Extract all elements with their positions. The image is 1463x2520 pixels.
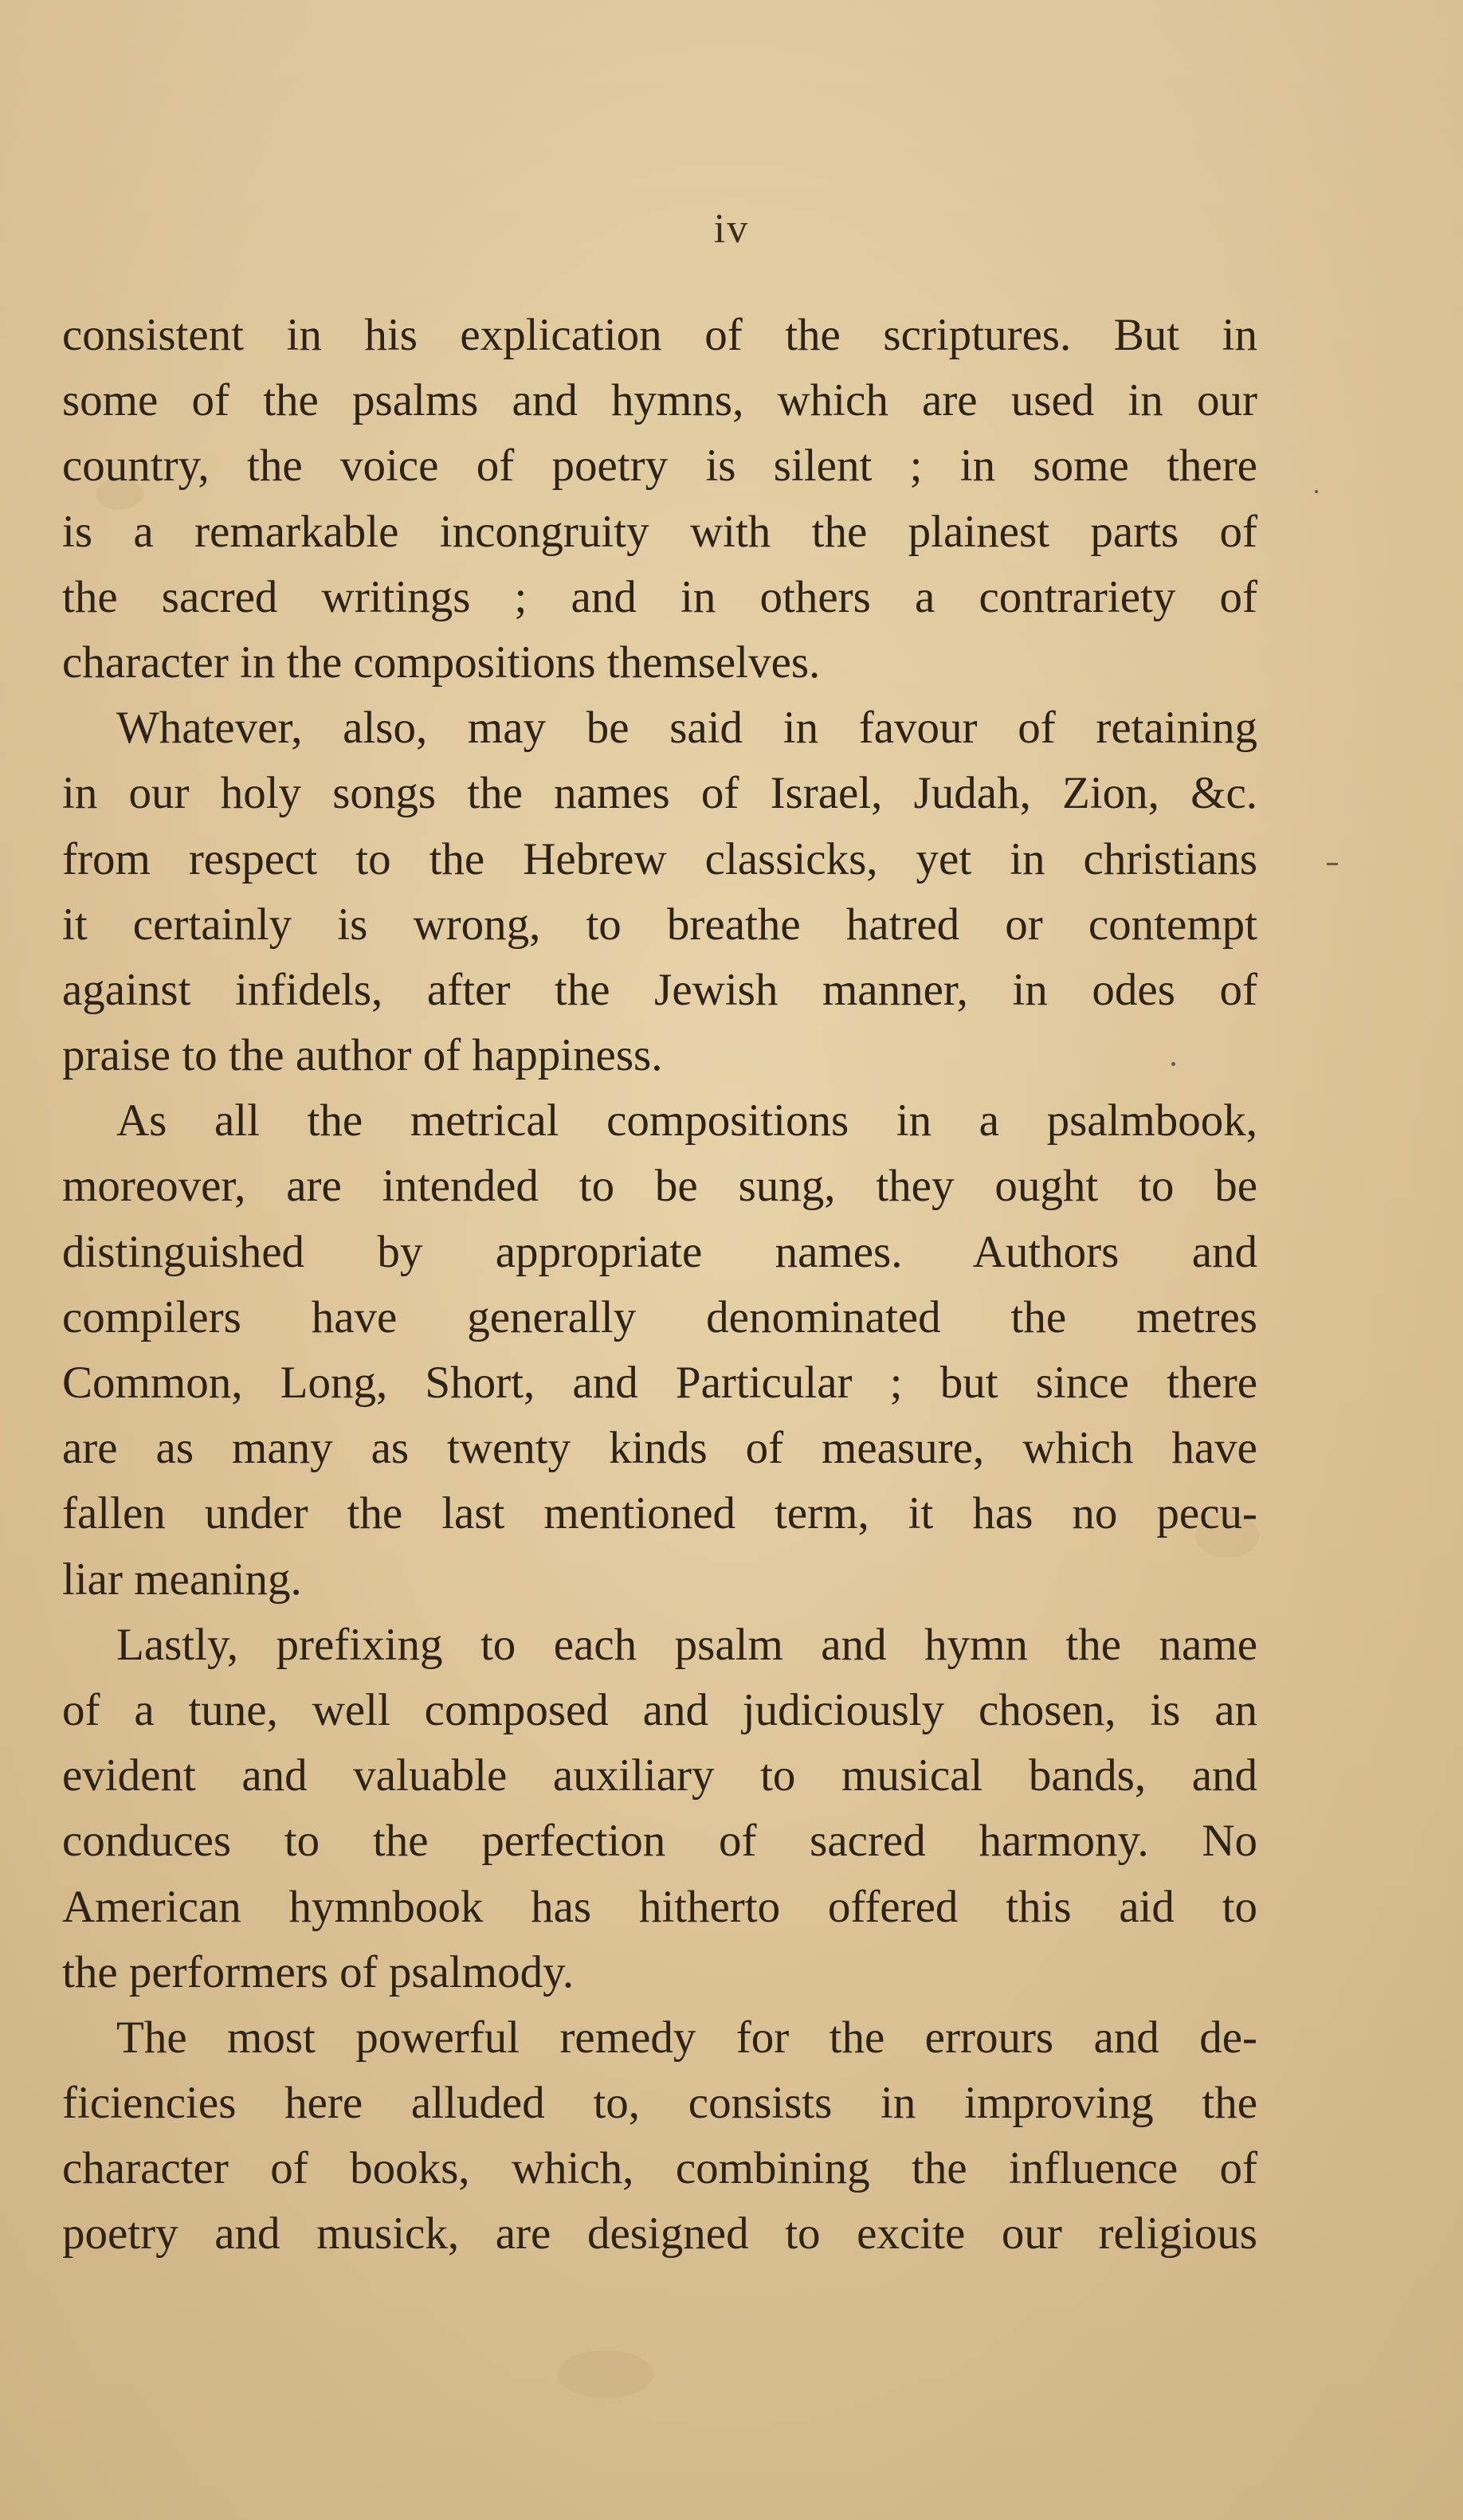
text-line: country, the voice of poetry is silent ; in some there (62, 441, 1257, 492)
text-line: the performers of psalmody. (62, 1946, 575, 1997)
margin-mark (1327, 863, 1338, 865)
text-line: As all the metrical compositions in a psalmbook, (116, 1095, 1257, 1146)
text-line: of a tune, well composed and judiciously chosen, is an (62, 1684, 1257, 1735)
text-line: some of the psalms and hymns, which are used in our (62, 375, 1257, 426)
margin-mark (1171, 1062, 1175, 1066)
body-text (62, 303, 1257, 2267)
text-line: evident and valuable auxiliary to musical bands, and (62, 1750, 1257, 1801)
text-line: the sacred writings ; and in others a contrariety of (62, 571, 1257, 622)
paper-stain (558, 2350, 653, 2398)
text-line: compilers have generally denominated the metres (62, 1291, 1257, 1342)
text-line: liar meaning. (62, 1554, 302, 1605)
text-line: moreover, are intended to be sung, they ought to be (62, 1161, 1257, 1212)
text-line: from respect to the Hebrew classicks, yet in christians (62, 833, 1257, 884)
text-line: it certainly is wrong, to breathe hatred or contempt (62, 899, 1257, 950)
text-line: Lastly, prefixing to each psalm and hymn the name (116, 1619, 1257, 1670)
text-line: American hymnbook has hitherto offered this aid to (62, 1881, 1257, 1932)
text-line: consistent in his explication of the scriptures. But in (62, 310, 1257, 360)
text-line: character of books, which, combining the influence of (62, 2143, 1257, 2194)
text-line: ficiencies here alluded to, consists in improving the (62, 2078, 1257, 2129)
text-line: are as many as twenty kinds of measure, which have (62, 1423, 1257, 1474)
text-line: fallen under the last mentioned term, it has no pecu- (62, 1488, 1257, 1539)
text-line: poetry and musick, are designed to excite our religious (62, 2208, 1257, 2259)
text-line: praise to the author of happiness. (62, 1030, 663, 1081)
text-line: Common, Long, Short, and Particular ; but since there (62, 1358, 1257, 1408)
text-line: in our holy songs the names of Israel, Judah, Zion, &c. (62, 768, 1257, 819)
margin-mark (1315, 490, 1318, 493)
text-line: character in the compositions themselves. (62, 637, 821, 688)
text-line: is a remarkable incongruity with the plainest parts of (62, 506, 1257, 557)
text-line: against infidels, after the Jewish manner, in odes of (62, 964, 1257, 1015)
text-line: Whatever, also, may be said in favour of retaining (116, 703, 1257, 754)
text-line: conduces to the perfection of sacred harmony. No (62, 1816, 1257, 1867)
text-line: The most powerful remedy for the errours and de- (116, 2012, 1257, 2063)
page-number: iv (713, 206, 750, 252)
text-line: distinguished by appropriate names. Authors and (62, 1226, 1257, 1277)
